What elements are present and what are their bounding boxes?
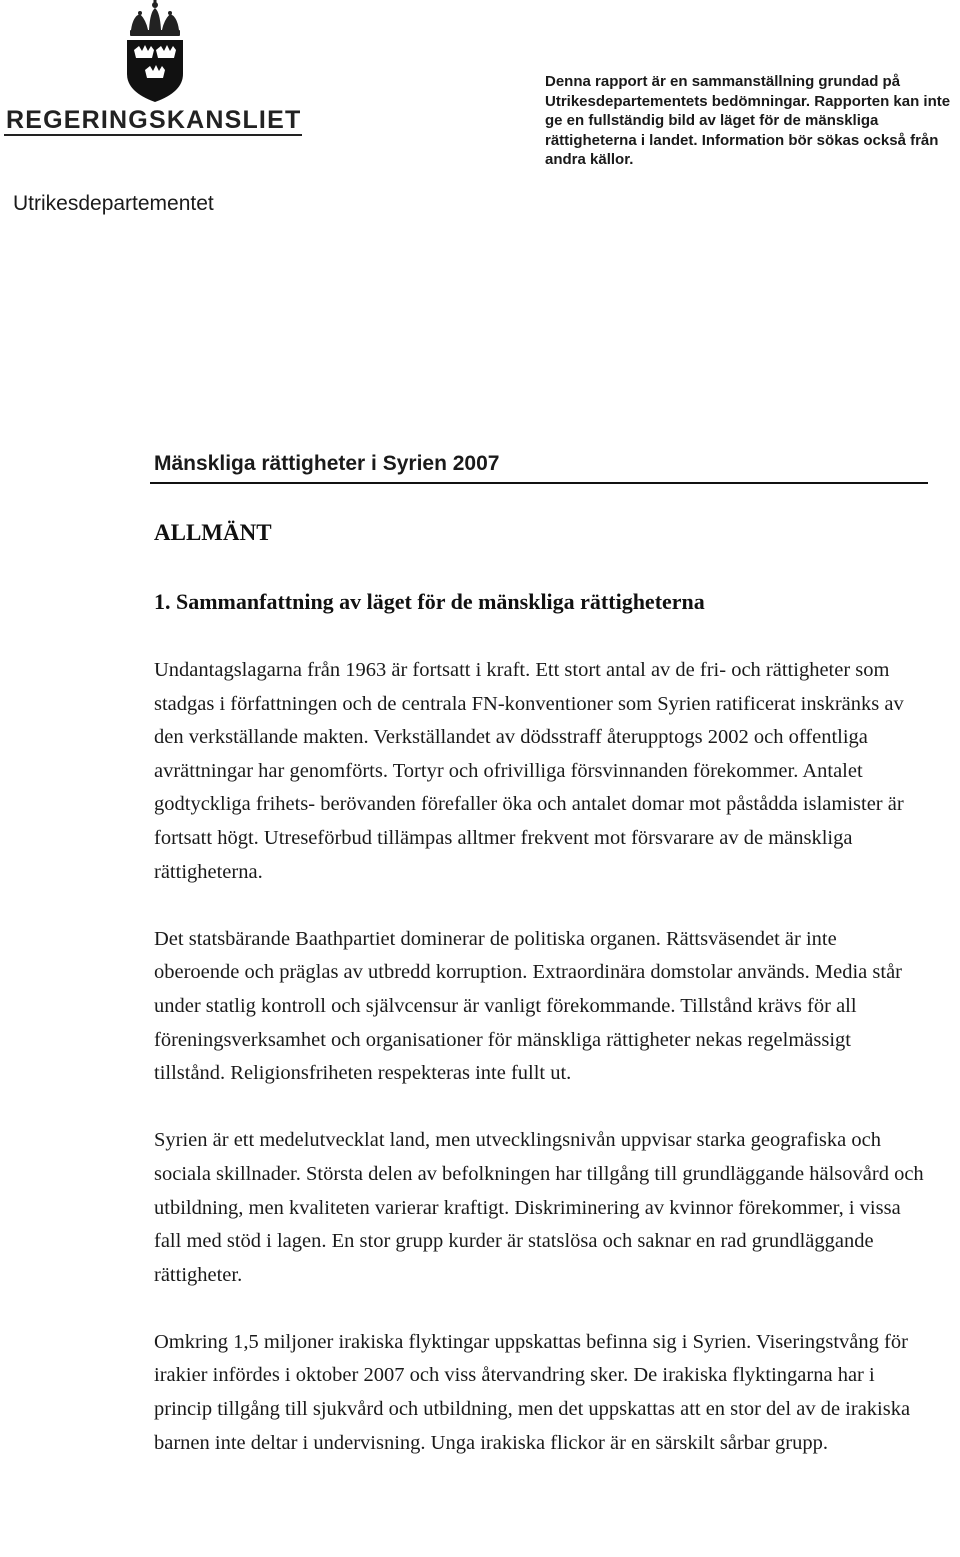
body-text [154, 654, 924, 1494]
section-heading: ALLMÄNT [154, 520, 272, 545]
title-divider [150, 482, 928, 484]
paragraph: Syrien är ett medelutvecklat land, men utvecklingsnivån uppvisar starka geografiska och sociala skillnader. Största delen av befolkningen har tillgång till grundläggande hälsovård och utbildning, men kvaliteten varierar kraftigt. Diskriminering av kvinnor förekommer, i vissa fall med stöd i lagen. En stor grupp kurder är statslösa och saknar en rad grundläggande rättigheter. [154, 1129, 924, 1286]
report-title: Mänskliga rättigheter i Syrien 2007 [154, 452, 500, 475]
logo-wordmark: REGERINGSKANSLIET [6, 106, 302, 134]
paragraph: Det statsbärande Baathpartiet dominerar de politiska organen. Rättsväsendet är inte oberoende och präglas av utbredd korruption. Extraordinära domstolar används. Media står under statlig kontroll och självcensur är vanligt förekommande. Tillstånd krävs för all föreningsverksamhet och organisationer för mänskliga rättigheter nekas regelmässigt tillstånd. Religionsfriheten respekteras inte fullt ut. [154, 927, 903, 1085]
department-name: Utrikesdepartementet [13, 192, 214, 215]
regeringskansliet-logo [0, 0, 320, 150]
subsection-heading: 1. Sammanfattning av läget för de mänskliga rättigheterna [154, 589, 705, 614]
paragraph: Undantagslagarna från 1963 är fortsatt i kraft. Ett stort antal av de fri- och rättigheter som stadgas i författningen och de centrala FN-konventioner som Syrien ratificerat inskränks av den verkställande makten. Verkställandet av dödsstraff återupptogs 2002 och offentliga avrättningar har genomförts. Tortyr och ofrivilliga försvinnanden förekommer. Antalet godtyckliga frihets- berövanden förefaller öka och antalet domar mot påstådda islamister är fortsatt högt. Utreseförbud tillämpas alltmer frekvent mot försvarare av de mänskliga rättigheterna. [154, 659, 904, 883]
paragraph: Omkring 1,5 miljoner irakiska flyktingar uppskattas befinna sig i Syrien. Viseringstvång för irakier infördes i oktober 2007 och viss återvandring sker. De irakiska flyktingarna har i princip tillgång till sjukvård och utbildning, men det uppskattas att en stor del av de irakiska barnen inte deltar i undervisning. Unga irakiska flickor är en särskilt sårbar grupp. [154, 1330, 911, 1454]
disclaimer-text: Denna rapport är en sammanställning grundad på Utrikesdepartementets bedömningar. Rapporten kan inte ge en fullständig bild av läget för de mänskliga rättigheterna i landet. Information bör sökas också från andra källor. [545, 73, 951, 169]
